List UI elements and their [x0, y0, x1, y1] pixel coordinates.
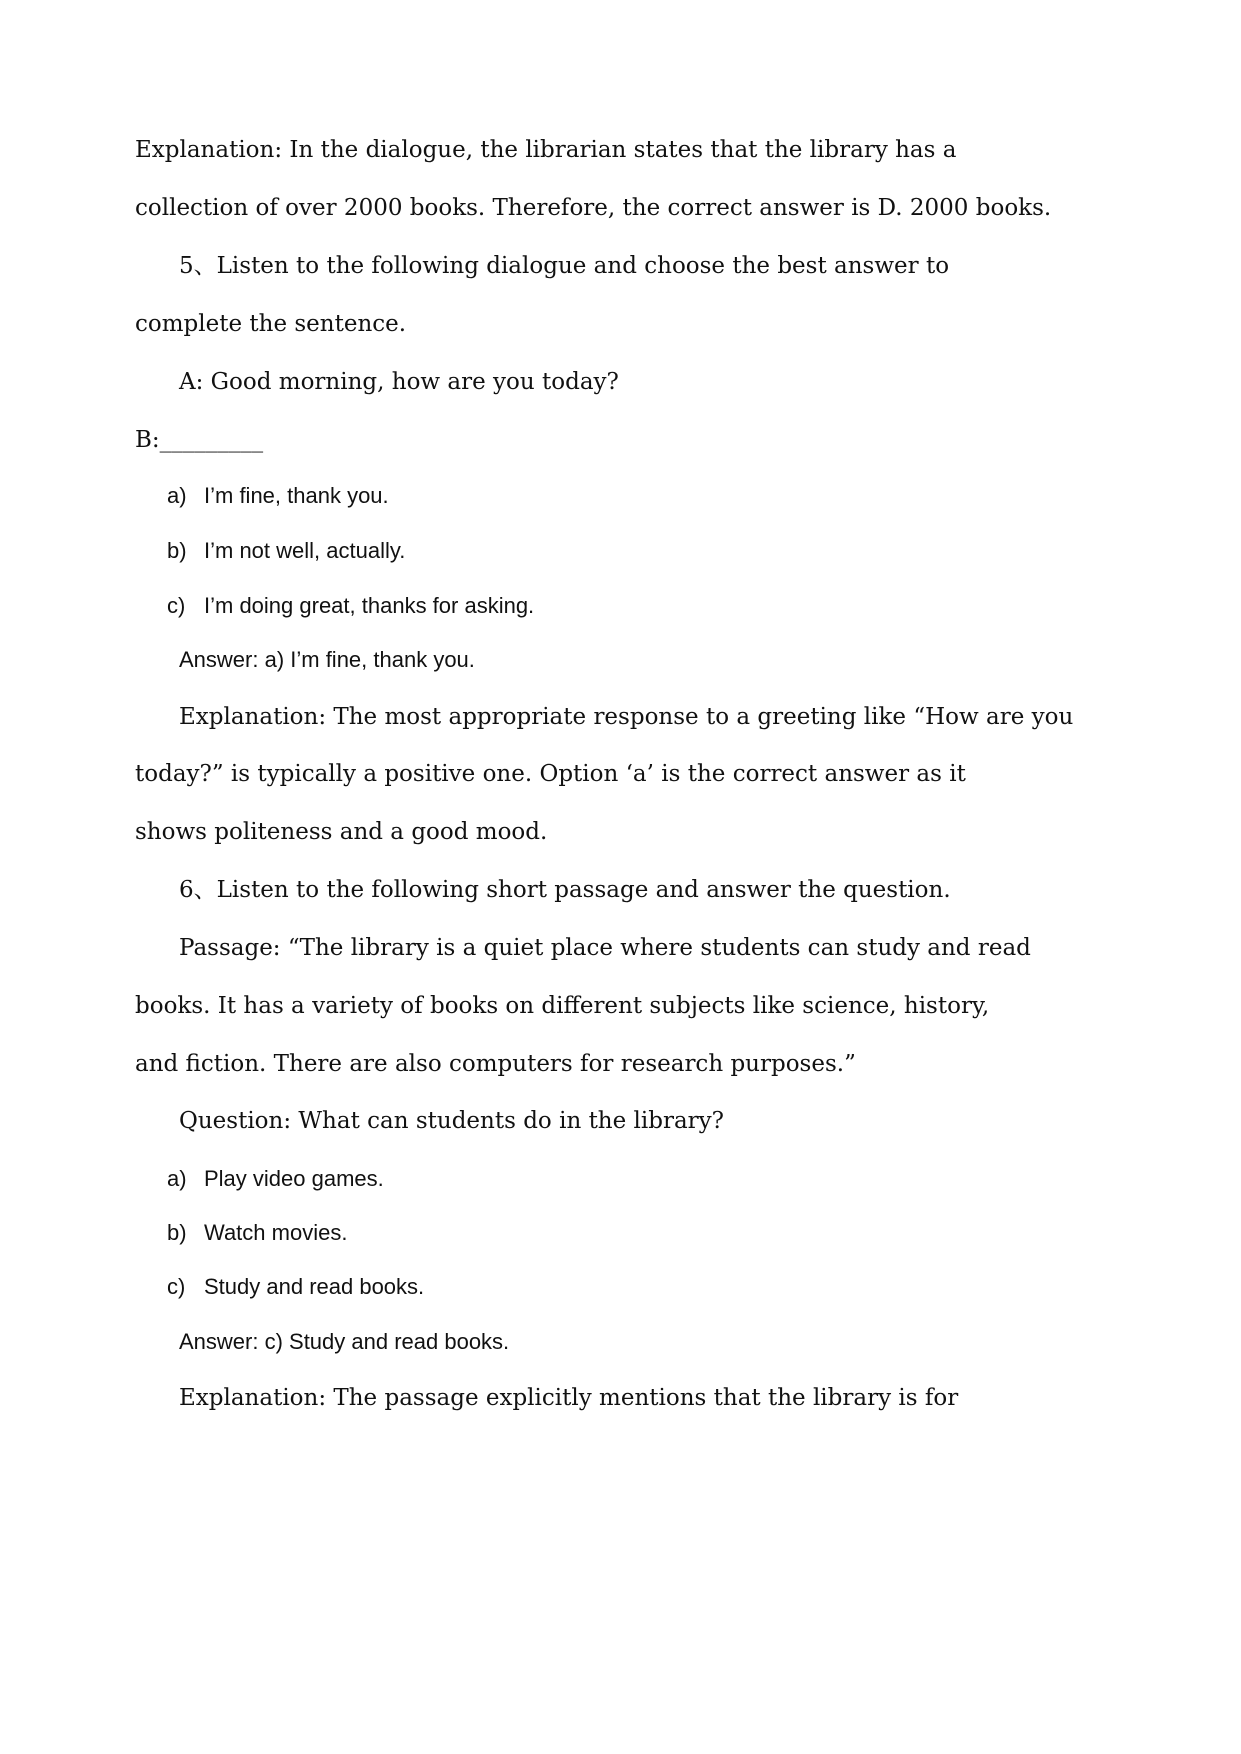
explanation-q5-line1: Explanation: The most appropriate response to a greeting like “How are you: [179, 704, 1074, 730]
option-letter: c): [167, 593, 186, 618]
explanation-q5-line3: shows politeness and a good mood.: [135, 819, 548, 845]
q6-answer: Answer: c) Study and read books.: [179, 1329, 510, 1354]
q6-option-b: [167, 1218, 347, 1248]
explanation-q4-line2: collection of over 2000 books. Therefore, the correct answer is D. 2000 books.: [135, 195, 1052, 221]
q5-option-b: [167, 536, 405, 566]
passage-line3: and fiction. There are also computers for research purposes.”: [135, 1051, 856, 1077]
option-text: Study and read books.: [204, 1274, 425, 1299]
q6-option-c: [167, 1272, 424, 1302]
explanation-q5-line2: today?” is typically a positive one. Option ‘a’ is the correct answer as it: [135, 761, 966, 787]
question-5-prompt-line2: complete the sentence.: [135, 311, 407, 337]
q6-option-a: [167, 1164, 384, 1194]
option-text: I’m not well, actually.: [204, 538, 406, 563]
explanation-q6-line1: Explanation: The passage explicitly mentions that the library is for: [179, 1385, 959, 1411]
passage-line1: Passage: “The library is a quiet place where students can study and read: [179, 935, 1031, 961]
question-6-question: Question: What can students do in the library?: [179, 1108, 725, 1134]
q5-option-a: [167, 481, 389, 511]
option-letter: b): [167, 538, 187, 563]
q5-option-c: [167, 591, 534, 621]
question-6-prompt: 6、Listen to the following short passage and answer the question.: [179, 877, 951, 903]
option-letter: c): [167, 1274, 186, 1299]
option-text: I’m doing great, thanks for asking.: [204, 593, 535, 618]
q5-answer: Answer: a) I’m fine, thank you.: [179, 647, 475, 672]
option-letter: a): [167, 483, 187, 508]
dialogue-line-a: A: Good morning, how are you today?: [179, 369, 619, 395]
passage-line2: books. It has a variety of books on different subjects like science, history,: [135, 993, 990, 1019]
option-letter: b): [167, 1220, 187, 1245]
explanation-q4-line1: Explanation: In the dialogue, the librarian states that the library has a: [135, 137, 957, 163]
dialogue-line-b-blank: B:_________: [135, 427, 264, 453]
option-letter: a): [167, 1166, 187, 1191]
option-text: I’m fine, thank you.: [204, 483, 389, 508]
question-5-prompt-line1: 5、Listen to the following dialogue and choose the best answer to: [179, 253, 950, 279]
option-text: Watch movies.: [204, 1220, 348, 1245]
option-text: Play video games.: [204, 1166, 384, 1191]
